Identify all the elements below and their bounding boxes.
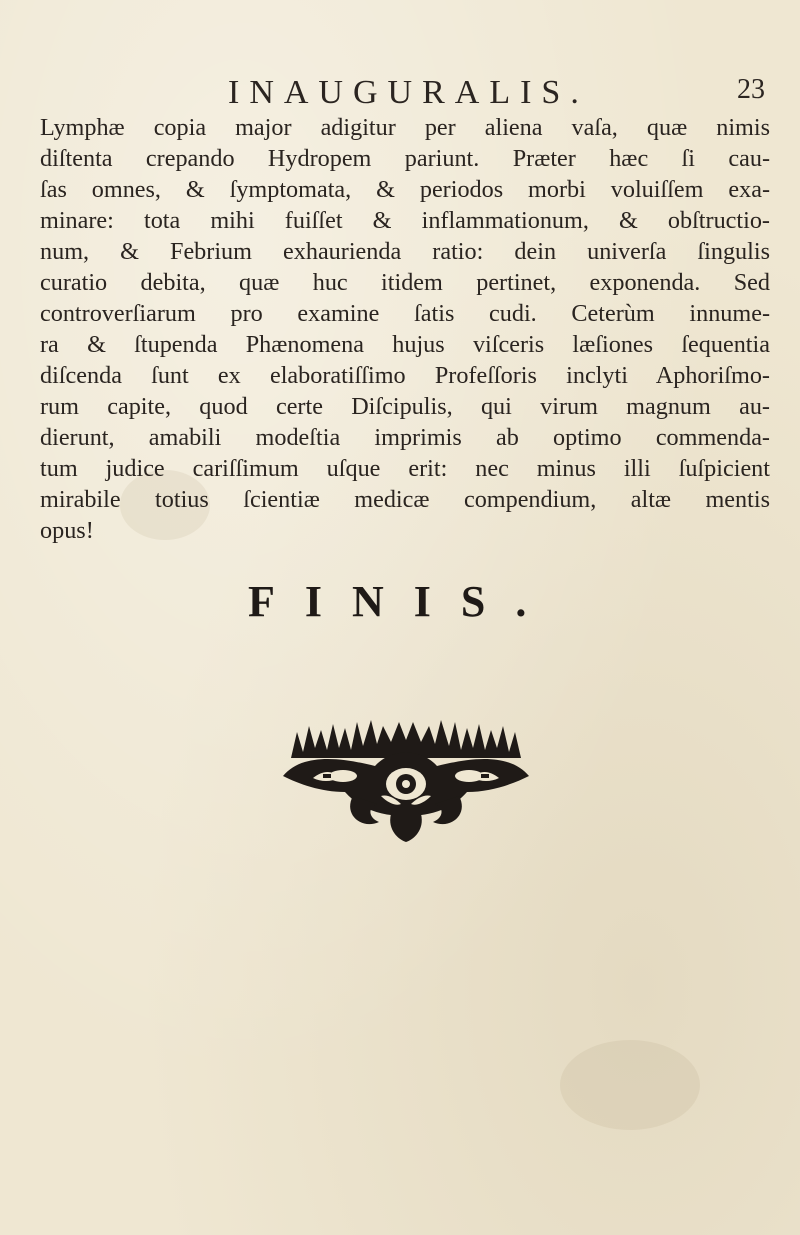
text-line: curatio debita, quæ huc itidem pertinet, exponenda. Sed	[40, 269, 770, 296]
text-line: Lymphæ copia major adigitur per aliena vaſa, quæ nimis	[40, 114, 770, 141]
text-line: opus!	[40, 517, 94, 544]
body-paragraph	[40, 112, 770, 546]
text-line: diſcenda ſunt ex elaboratiſſimo Profeſſoris inclyti Aphoriſmo-	[40, 362, 770, 389]
page-number: 23	[737, 74, 765, 105]
text-line: controverſiarum pro examine ſatis cudi. Ceterùm innume-	[40, 300, 770, 327]
text-line: ſas omnes, & ſymptomata, & periodos morbi voluiſſem exa-	[40, 176, 770, 203]
text-line: minare: tota mihi fuiſſet & inflammationum, & obſtructio-	[40, 207, 770, 234]
paper-stain	[560, 1040, 700, 1130]
text-line: tum judice cariſſimum uſque erit: nec minus illi ſuſpicient	[40, 455, 770, 482]
text-line: num, & Febrium exhaurienda ratio: dein univerſa ſingulis	[40, 238, 770, 265]
finis-heading: FINIS.	[248, 577, 557, 626]
text-line: mirabile totius ſcientiæ medicæ compendium, altæ mentis	[40, 486, 770, 513]
text-line: dierunt, amabili modeſtia imprimis ab optimo commenda-	[40, 424, 770, 451]
running-head: INAUGURALIS.	[228, 74, 589, 111]
text-line: rum capite, quod certe Diſcipulis, qui virum magnum au-	[40, 393, 770, 420]
text-line: ra & ſtupenda Phænomena hujus viſceris læſiones ſequentia	[40, 331, 770, 358]
floral-tailpiece-ornament-icon	[283, 718, 529, 842]
text-line: diſtenta crepando Hydropem pariunt. Præter hæc ſi cau-	[40, 145, 770, 172]
